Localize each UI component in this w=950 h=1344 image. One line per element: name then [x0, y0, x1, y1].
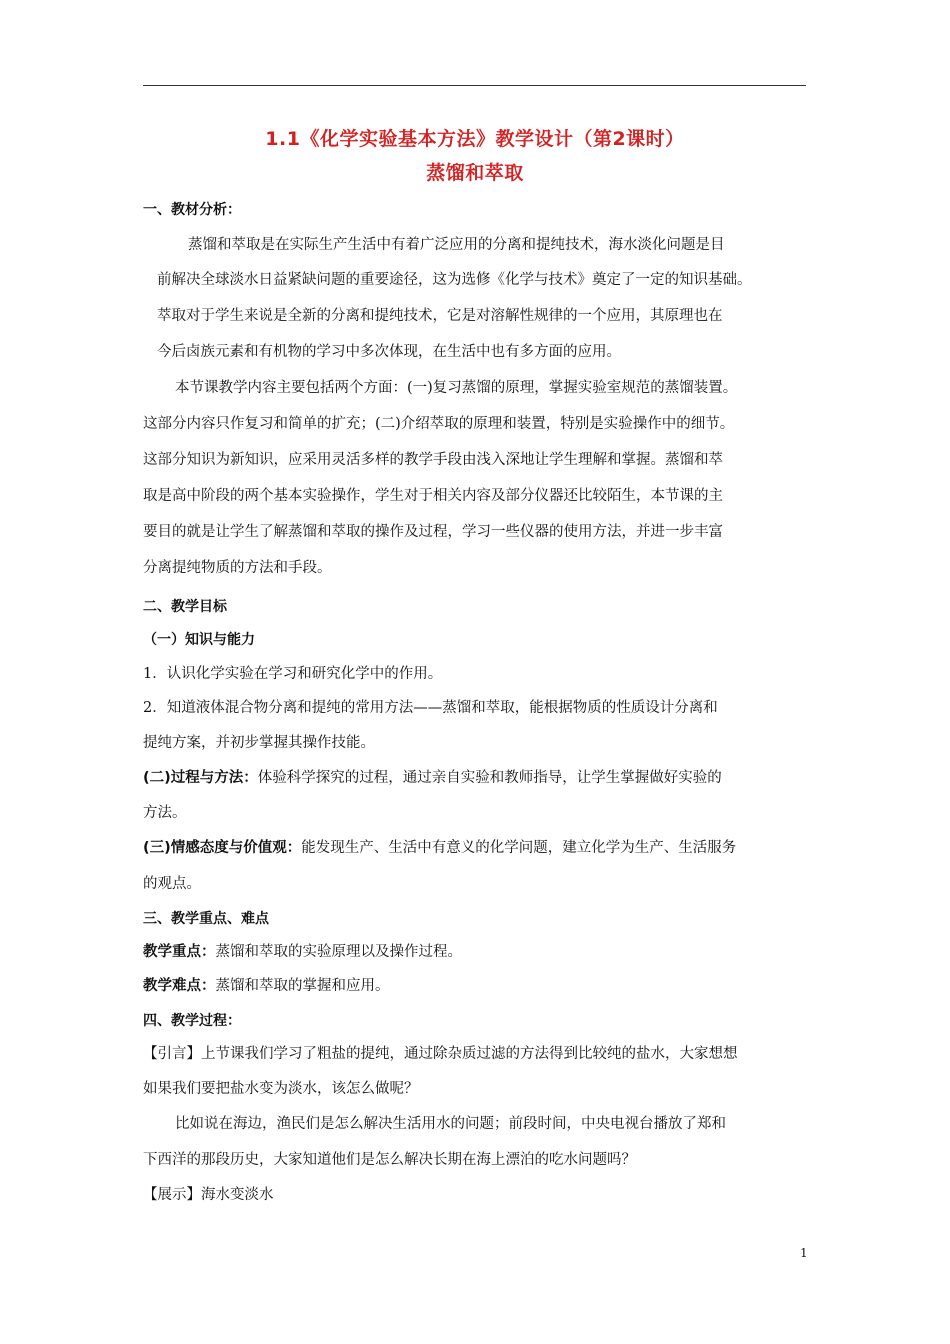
show-line: 【展示】海水变淡水 [143, 1187, 274, 1203]
paragraph-line: 这部分知识为新知识，应采用灵活多样的教学手段由浅入深地让学生理解和掌握。蒸馏和萃 [143, 452, 723, 468]
key-point-line [143, 942, 462, 962]
key-point-label: 教学重点： [143, 944, 216, 960]
document-title: 1.1《化学实验基本方法》教学设计（第2课时） [265, 128, 685, 150]
intro-line-continued: 如果我们要把盐水变为淡水，该怎么做呢？ [143, 1081, 419, 1097]
attitude-values-line [143, 838, 736, 858]
attitude-values-label: (三)情感态度与价值观： [143, 840, 302, 856]
paragraph-line: 本节课教学内容主要包括两个方面：(一)复习蒸馏的原理，掌握实验室规范的蒸馏装置。 [175, 380, 738, 396]
difficulty-text: 蒸馏和萃取的掌握和应用。 [215, 978, 390, 994]
section-heading-keypoints: 三、教学重点、难点 [143, 911, 269, 927]
paragraph-line: 萃取对于学生来说是全新的分离和提纯技术，它是对溶解性规律的一个应用，其原理也在 [157, 308, 723, 324]
list-item-continued: 提纯方案，并初步掌握其操作技能。 [143, 735, 375, 751]
paragraph-line: 今后卤族元素和有机物的学习中多次体现，在生活中也有多方面的应用。 [157, 344, 621, 360]
paragraph-line: 分离提纯物质的方法和手段。 [143, 560, 332, 576]
subheading-knowledge: （一）知识与能力 [143, 632, 255, 648]
process-methods-line [143, 768, 722, 788]
process-methods-continued: 方法。 [143, 805, 187, 821]
paragraph-line: 前解决全球淡水日益紧缺问题的重要途径，这为选修《化学与技术》奠定了一定的知识基础。 [157, 272, 752, 288]
paragraph-line: 下西洋的那段历史，大家知道他们是怎么解决长期在海上漂泊的吃水问题吗？ [143, 1152, 636, 1168]
paragraph-line: 蒸馏和萃取是在实际生产生活中有着广泛应用的分离和提纯技术，海水淡化问题是目 [188, 237, 725, 253]
difficulty-line [143, 976, 390, 996]
paragraph-line: 取是高中阶段的两个基本实验操作，学生对于相关内容及部分仪器还比较陌生，本节课的主 [143, 488, 723, 504]
section-heading-analysis: 一、教材分析： [143, 202, 241, 218]
paragraph-line: 要目的就是让学生了解蒸馏和萃取的操作及过程，学习一些仪器的使用方法，并进一步丰富 [143, 524, 723, 540]
process-methods-label: (二)过程与方法： [143, 770, 258, 786]
header-rule [143, 85, 806, 86]
difficulty-label: 教学难点： [143, 978, 216, 994]
section-heading-process: 四、教学过程： [143, 1013, 241, 1029]
section-heading-goals: 二、教学目标 [143, 599, 227, 615]
process-methods-text: 体验科学探究的过程，通过亲自实验和教师指导，让学生掌握做好实验的 [257, 770, 722, 786]
intro-line: 【引言】上节课我们学习了粗盐的提纯，通过除杂质过滤的方法得到比较纯的盐水，大家想想 [143, 1046, 738, 1062]
paragraph-line: 这部分内容只作复习和简单的扩充；(二)介绍萃取的原理和装置，特别是实验操作中的细节。 [143, 416, 735, 432]
paragraph-line: 比如说在海边，渔民们是怎么解决生活用水的问题；前段时间，中央电视台播放了郑和 [175, 1116, 726, 1132]
key-point-text: 蒸馏和萃取的实验原理以及操作过程。 [215, 944, 462, 960]
page-number: 1 [800, 1246, 808, 1260]
list-item: 1．认识化学实验在学习和研究化学中的作用。 [143, 666, 443, 682]
attitude-values-continued: 的观点。 [143, 876, 201, 892]
document-subtitle: 蒸馏和萃取 [426, 162, 524, 184]
attitude-values-text: 能发现生产、生活中有意义的化学问题，建立化学为生产、生活服务 [301, 840, 737, 856]
list-item: 2．知道液体混合物分离和提纯的常用方法——蒸馏和萃取，能根据物质的性质设计分离和 [143, 700, 718, 716]
